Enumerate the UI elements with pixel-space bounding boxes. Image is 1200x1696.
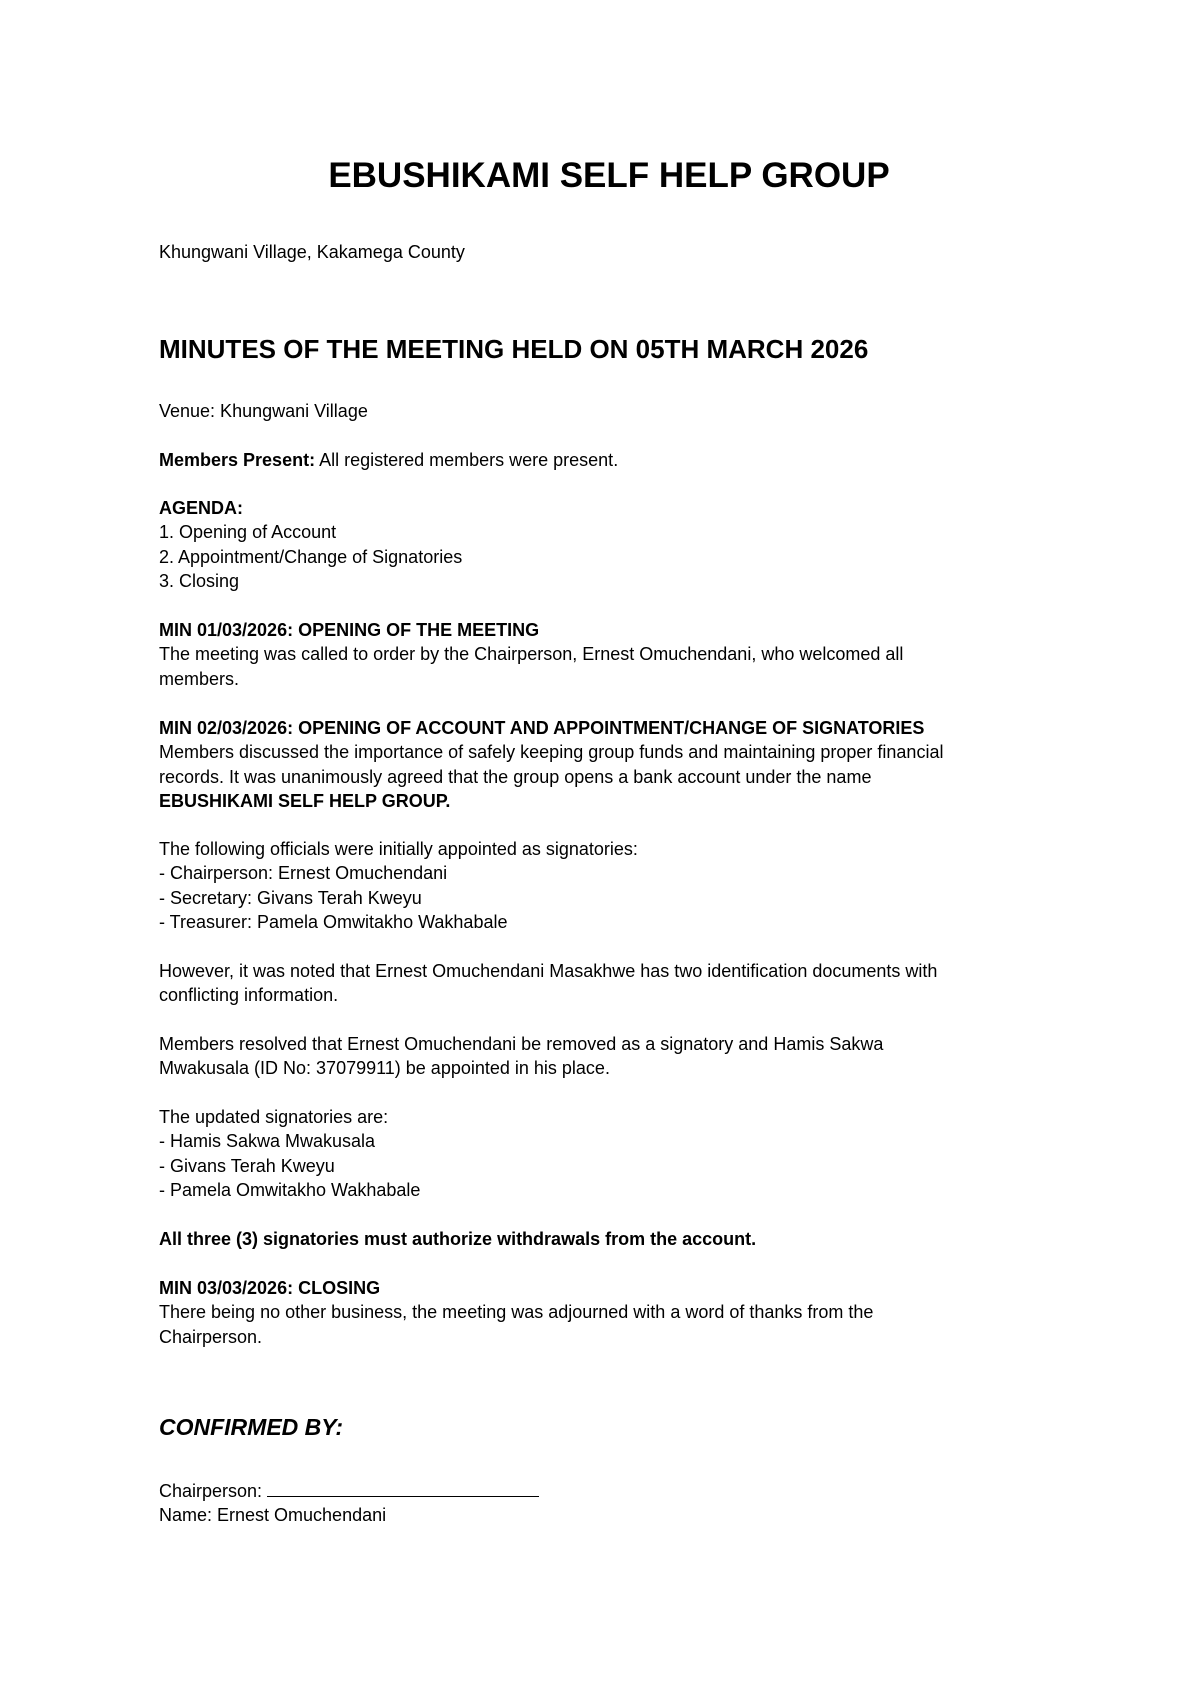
signatory-item: - Hamis Sakwa Mwakusala [159, 1131, 376, 1152]
note-paragraph [159, 959, 1059, 1008]
group-location: Khungwani Village, Kakamega County [159, 242, 465, 262]
minutes-title: MINUTES OF THE MEETING HELD ON 05TH MARCH 2026 [159, 334, 869, 364]
signatory-item: - Chairperson: Ernest Omuchendani [159, 863, 448, 884]
min1-text-line: members. [159, 668, 240, 689]
note-line: However, it was noted that Ernest Omuchendani Masakhwe has two identification documents with [159, 961, 938, 981]
updated-signatories-intro: The updated signatories are: [159, 1107, 389, 1127]
agenda-item: 3. Closing [159, 570, 240, 591]
agenda-section [159, 496, 1059, 593]
signature-underline [267, 1482, 539, 1497]
agenda-label: AGENDA: [159, 498, 243, 518]
members-present-label: Members Present: [159, 450, 316, 470]
signatory-item: - Givans Terah Kweyu [159, 1155, 335, 1176]
resolution-line: Mwakusala (ID No: 37079911) be appointed in his place. [159, 1058, 610, 1079]
signature-block [159, 1479, 1059, 1528]
signatory-item: - Pamela Omwitakho Wakhabale [159, 1179, 421, 1200]
signatory-item: - Secretary: Givans Terah Kweyu [159, 887, 422, 908]
min2-text-line: Members discussed the importance of safely keeping group funds and maintaining proper financial [159, 742, 944, 763]
min3-text-line: Chairperson. [159, 1326, 263, 1347]
min1-text-line: The meeting was called to order by the Chairperson, Ernest Omuchendani, who welcomed all [159, 644, 904, 665]
resolution-paragraph [159, 1032, 1059, 1081]
resolution-line: Members resolved that Ernest Omuchendani be removed as a signatory and Hamis Sakwa [159, 1034, 884, 1054]
min3-heading: MIN 03/03/2026: CLOSING [159, 1278, 381, 1298]
agenda-item: 1. Opening of Account [159, 522, 337, 543]
withdrawal-rule: All three (3) signatories must authorize withdrawals from the account. [159, 1229, 757, 1249]
members-present-line [159, 448, 1059, 472]
min3-section [159, 1276, 1059, 1349]
min2-section [159, 716, 1059, 813]
min3-text-line: There being no other business, the meeting was adjourned with a word of thanks from the [159, 1302, 874, 1323]
group-title: EBUSHIKAMI SELF HELP GROUP [328, 156, 890, 195]
account-name: EBUSHIKAMI SELF HELP GROUP. [159, 790, 451, 811]
updated-signatories-section [159, 1105, 1059, 1202]
chairperson-label: Chairperson: [159, 1481, 268, 1501]
min2-text-line: records. It was unanimously agreed that the group opens a bank account under the name [159, 766, 872, 787]
note-line: conflicting information. [159, 985, 339, 1006]
min1-heading: MIN 01/03/2026: OPENING OF THE MEETING [159, 620, 540, 640]
chairperson-signature-line [159, 1479, 1059, 1503]
confirmed-by-heading: CONFIRMED BY: [159, 1414, 343, 1440]
initial-signatories-section [159, 837, 1059, 934]
signatory-item: - Treasurer: Pamela Omwitakho Wakhabale [159, 911, 508, 932]
chairperson-name: Name: Ernest Omuchendani [159, 1505, 387, 1526]
initial-signatories-intro: The following officials were initially appointed as signatories: [159, 839, 638, 859]
agenda-item: 2. Appointment/Change of Signatories [159, 546, 463, 567]
members-present-text: All registered members were present. [315, 450, 619, 470]
venue-line: Venue: Khungwani Village [159, 401, 368, 421]
min2-heading: MIN 02/03/2026: OPENING OF ACCOUNT AND APPOINTMENT/CHANGE OF SIGNATORIES [159, 718, 925, 738]
min1-section [159, 618, 1059, 691]
